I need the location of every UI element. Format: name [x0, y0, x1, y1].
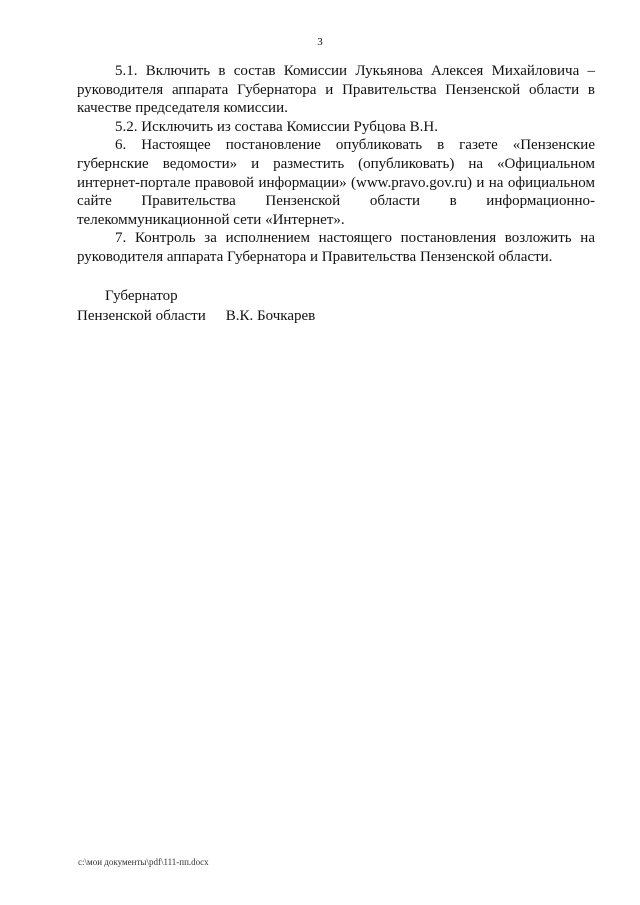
signature-title-line2: Пензенской области [77, 308, 206, 324]
paragraph-7: 7. Контроль за исполнением настоящего постановления возложить на руководителя аппарата Губернатора и Правительства Пензенской области. [77, 230, 595, 265]
signature-name: В.К. Бочкарев [225, 308, 316, 324]
signature-title-line1: Губернатор [105, 288, 178, 304]
page-number: 3 [317, 36, 323, 48]
footer-file-path: c:\мои документы\pdf\111-пп.docx [78, 857, 209, 867]
signature-row [77, 306, 315, 326]
paragraph-5-1: 5.1. Включить в состав Комиссии Лукьянова Алексея Михайловича – руководителя аппарата Губернатора и Правительства Пензенской области в качестве председателя комиссии. [77, 63, 595, 117]
paragraph-6: 6. Настоящее постановление опубликовать в газете «Пензенские губернские ведомости» и разместить (опубликовать) на «Официальном интернет-портале правовой информации» (www.pravo.gov.ru) и на официальном сайте Правительства Пензенской области в информационно-телекоммуникационной сети «Интернет». [77, 137, 595, 228]
signature-block [77, 286, 315, 326]
document-body [77, 62, 595, 267]
paragraph-5-2: 5.2. Исключить из состава Комиссии Рубцова В.Н. [115, 118, 438, 135]
